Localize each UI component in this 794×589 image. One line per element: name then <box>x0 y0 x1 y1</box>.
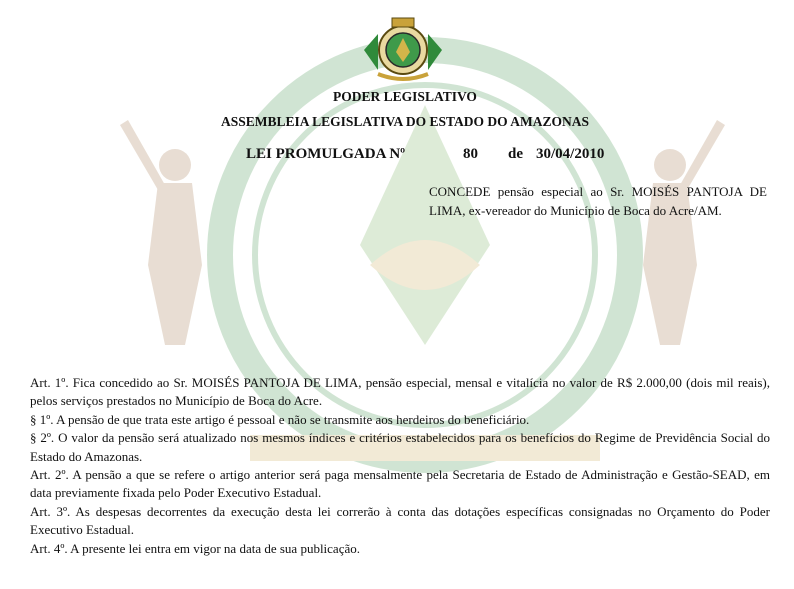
article-1: Art. 1º. Fica concedido ao Sr. MOISÉS PANTOJA DE LIMA, pensão especial, mensal e vitalícia no valor de R$ 2.000,00 (dois mil reais), pelos serviços prestados no Município de Boca do Acre. <box>30 375 770 409</box>
article-4: Art. 4º. A presente lei entra em vigor na data de sua publicação. <box>30 540 360 556</box>
header-poder-legislativo: PODER LEGISLATIVO <box>333 89 477 104</box>
law-label: LEI PROMULGADA Nº <box>246 146 406 162</box>
article-1-paragraph-2: § 2º. O valor da pensão será atualizado nos mesmos índices e critérios estabelecidos para os benefícios do Regime de Previdência Social do Estado do Amazonas. <box>30 430 770 464</box>
article-3: Art. 3º. As despesas decorrentes da execução desta lei correrão à conta das dotações específicas consignadas no Orçamento do Poder Executivo Estadual. <box>30 503 770 538</box>
article-2: Art. 2º. A pensão a que se refere o artigo anterior será paga mensalmente pela Secretaria de Estado de Administração e Gestão-SEAD, em data previamente fixada pelo Poder Executivo Estadual. <box>30 467 770 501</box>
law-date: 30/04/2010 <box>536 146 605 162</box>
law-number: 80 <box>463 146 478 162</box>
crest-emblem <box>360 14 446 82</box>
header-assembleia: ASSEMBLEIA LEGISLATIVA DO ESTADO DO AMAZONAS <box>221 114 589 129</box>
law-de: de <box>508 146 523 162</box>
law-body <box>30 374 770 558</box>
article-1-paragraph-1: § 1º. A pensão de que trata este artigo é pessoal e não se transmite aos herdeiros do beneficiário. <box>30 411 530 427</box>
ementa-text: CONCEDE pensão especial ao Sr. MOISÉS PANTOJA DE LIMA, ex-vereador do Município de Boca do Acre/AM. <box>429 184 767 218</box>
